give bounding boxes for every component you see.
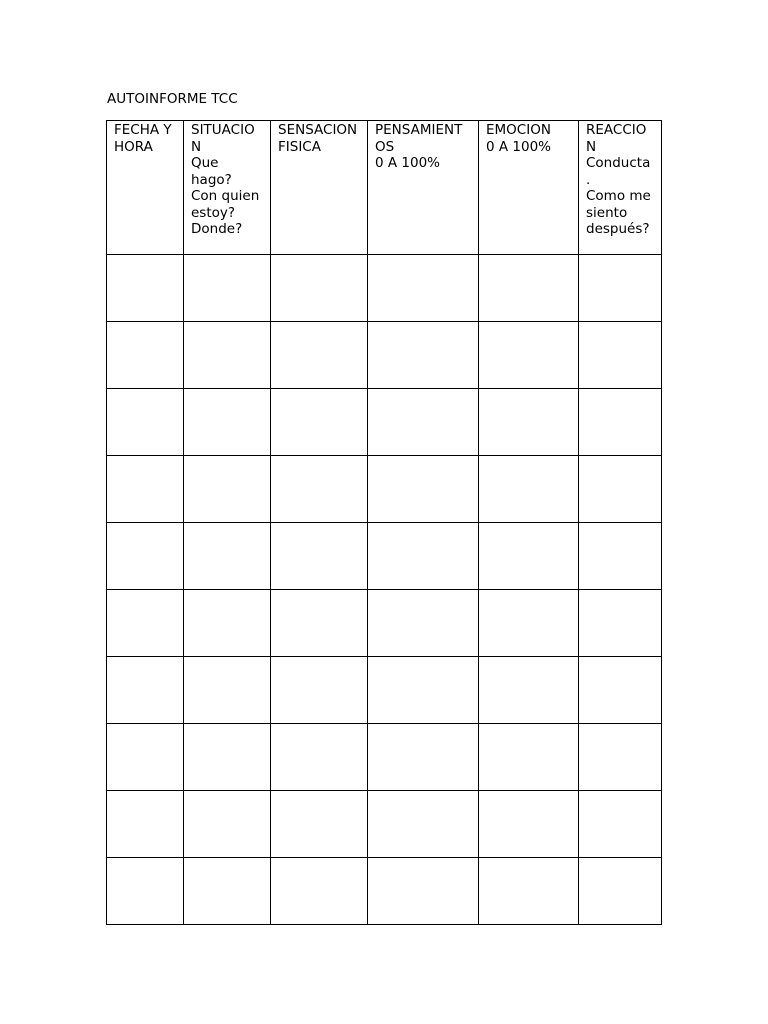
header-text-line: Conducta [586,155,651,171]
table-cell [107,657,184,724]
table-row [107,255,662,322]
header-cell-emocion [479,121,579,255]
header-text-line: Como me [586,188,651,204]
table-cell [579,456,662,523]
table-cell [271,322,368,389]
header-text-line: hago? [191,171,232,188]
table-cell [368,791,479,858]
header-cell-fecha-hora [107,121,184,255]
header-text-line: OS [375,138,395,155]
table-cell [107,255,184,322]
table-cell [107,389,184,456]
header-text-line: SENSACION [278,122,358,138]
table-cell [579,255,662,322]
table-cell [479,791,579,858]
table-cell [184,858,271,925]
table-cell [479,523,579,590]
table-cell [368,724,479,791]
table-cell [184,590,271,657]
table-row [107,858,662,925]
table-cell [184,389,271,456]
table-cell [184,456,271,523]
table-row [107,724,662,791]
header-text-line: REACCIO [586,122,647,138]
table-cell [271,858,368,925]
table-row [107,456,662,523]
table-row [107,590,662,657]
table-cell [479,255,579,322]
table-row [107,791,662,858]
table-cell [271,456,368,523]
header-text-line: 0 A 100% [375,155,441,171]
table-cell [479,456,579,523]
table-row [107,322,662,389]
table-cell [184,322,271,389]
header-cell-situacion [184,121,271,255]
header-text-line: FISICA [278,138,321,155]
table-cell [107,791,184,858]
header-text-line: 0 A 100% [486,138,552,155]
table-cell [184,791,271,858]
table-cell [271,523,368,590]
table-cell [479,657,579,724]
header-text-line: Con quien [191,188,260,204]
header-text-line: siento [586,204,628,221]
table-cell [368,657,479,724]
table-cell [107,724,184,791]
table-cell [271,724,368,791]
table-cell [184,523,271,590]
self-report-table [106,120,662,925]
table-cell [479,322,579,389]
table-cell [479,590,579,657]
table-cell [579,590,662,657]
table-row [107,523,662,590]
header-text-line: EMOCION [486,122,551,138]
table-cell [271,255,368,322]
table-cell [368,389,479,456]
table-cell [479,724,579,791]
table-cell [107,523,184,590]
table-cell [579,322,662,389]
header-text-line: estoy? [191,204,236,221]
header-text-line: PENSAMIENT [375,122,463,138]
table-cell [184,255,271,322]
table-cell [579,523,662,590]
header-text-line: N [191,138,202,155]
header-cell-sensacion-fisica [271,121,368,255]
header-text-line: después? [586,221,650,237]
table-cell [479,389,579,456]
table-cell [368,322,479,389]
table-cell [107,858,184,925]
header-row [107,121,662,255]
table-cell [368,590,479,657]
table-cell [579,858,662,925]
table-cell [271,389,368,456]
table-row [107,657,662,724]
table-row [107,389,662,456]
header-text-line: Que [191,155,219,171]
table-cell [107,590,184,657]
table-cell [271,590,368,657]
header-text-line: Donde? [191,221,243,237]
table-cell [184,657,271,724]
header-text-line: HORA [114,138,153,155]
header-cell-reaccion [579,121,662,255]
table-body [107,255,662,925]
header-text-line: SITUACIO [191,122,255,138]
table-cell [107,456,184,523]
table-cell [271,791,368,858]
table-cell [107,322,184,389]
table-cell [184,724,271,791]
table-header [107,121,662,255]
table-cell [368,523,479,590]
table-cell [271,657,368,724]
table-cell [579,791,662,858]
table-cell [579,389,662,456]
page-title: AUTOINFORME TCC [107,91,238,107]
table-cell [368,456,479,523]
header-text-line: . [586,171,591,188]
table-cell [368,858,479,925]
table-cell [579,657,662,724]
header-text-line: FECHA Y [114,122,172,138]
header-text-line: N [586,138,597,155]
table-cell [479,858,579,925]
table-cell [579,724,662,791]
table-cell [368,255,479,322]
header-cell-pensamientos [368,121,479,255]
